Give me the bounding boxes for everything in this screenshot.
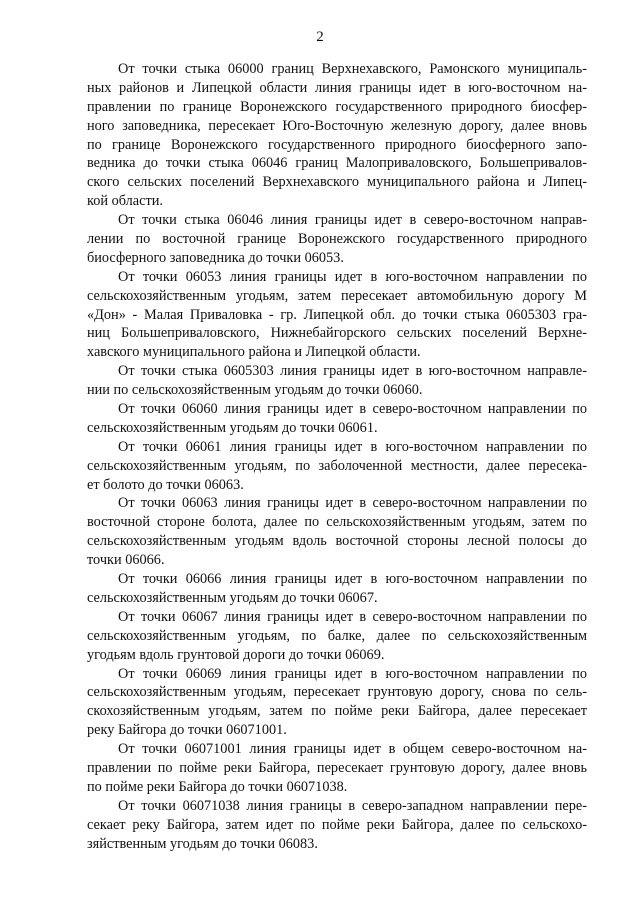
text-line: сельскохозяйственным угодьям до точки 06061.: [87, 419, 378, 436]
text-line: лении по восточной границе Воронежского государственного природного: [87, 231, 587, 248]
text-line: сельскохозяйственным угодьям до точки 06067.: [87, 589, 378, 606]
text-line: реку Байгора до точки 06071001.: [87, 722, 287, 739]
text-line: От точки 06060 линия границы идет в северо-восточном направлении по: [118, 401, 587, 418]
paragraph: [87, 400, 587, 438]
text-line: биосферного заповедника до точки 06053.: [87, 249, 344, 266]
paragraph: [87, 362, 587, 400]
text-line: «Дон» - Малая Приваловка - гр. Липецкой обл. до точки стыка 0605303 гра-: [87, 306, 587, 323]
text-line: кой области.: [87, 193, 163, 210]
text-line: по границе Воронежского государственного природного биосферного запо-: [87, 136, 587, 153]
text-line: ниц Большеприваловского, Нижнебайгорского сельских поселений Верхне-: [87, 325, 587, 342]
text-line: сельскохозяйственным угодьям, затем пересекает автомобильную дорогу М: [87, 287, 587, 304]
text-line: зяйственным угодьям до точки 06083.: [87, 835, 318, 852]
text-line: ных районов и Липецкой области линия границы идет в юго-восточном на-: [87, 79, 587, 96]
text-line: угодьям вдоль грунтовой дороги до точки 06069.: [87, 646, 385, 663]
paragraph: [87, 60, 587, 211]
text-line: сельскохозяйственным угодьям, по заболоченной местности, далее пересека-: [87, 457, 587, 474]
text-line: по пойме реки Байгора до точки 06071038.: [87, 778, 348, 795]
paragraph: [87, 665, 587, 741]
text-line: От точки 06069 линия границы идет в юго-восточном направлении по: [118, 665, 587, 682]
paragraph: [87, 494, 587, 570]
text-line: точки 06066.: [87, 552, 165, 569]
text-line: правлении по пойме реки Байгора, пересекает грунтовую дорогу, далее вновь: [87, 759, 587, 776]
text-line: ского сельских поселений Верхнехавского муниципального района и Липец-: [87, 174, 587, 191]
paragraph: [87, 438, 587, 495]
text-line: сельскохозяйственным угодьям, пересекает грунтовую дорогу, снова по сель-: [87, 684, 587, 701]
document-body: [87, 60, 587, 853]
text-line: От точки 06071038 линия границы в северо-западном направлении пере-: [118, 797, 587, 814]
paragraph: [87, 740, 587, 797]
text-line: От точки стыка 06046 линия границы идет в северо-восточном направ-: [118, 212, 587, 229]
text-line: От точки 06071001 линия границы идет в общем северо-восточном на-: [118, 741, 587, 758]
text-line: От точки 06067 линия границы идет в северо-восточном направлении по: [118, 608, 587, 625]
text-line: сельскохозяйственным угодьям вдоль восточной стороны лесной полосы до: [87, 533, 587, 550]
paragraph: [87, 211, 587, 268]
text-line: хавского муниципального района и Липецкой области.: [87, 344, 421, 361]
text-line: восточной стороне болота, далее по сельскохозяйственным угодьям, затем по: [87, 514, 587, 531]
text-line: секает реку Байгора, затем идет по пойме реки Байгора, далее по сельскохо-: [87, 816, 587, 833]
text-line: От точки 06053 линия границы идет в юго-восточном направлении по: [118, 268, 587, 285]
text-line: скохозяйственным угодьям, затем по пойме реки Байгора, далее пересекает: [87, 703, 587, 720]
text-line: ет болото до точки 06063.: [87, 476, 244, 493]
paragraph: [87, 268, 587, 362]
text-line: От точки 06063 линия границы идет в северо-восточном направлении по: [118, 495, 587, 512]
paragraph: [87, 608, 587, 665]
text-line: От точки стыка 0605303 линия границы идет в юго-восточном направле-: [118, 363, 587, 380]
page-number: 2: [316, 29, 324, 45]
paragraph: [87, 570, 587, 608]
text-line: От точки 06066 линия границы идет в юго-восточном направлении по: [118, 571, 587, 588]
text-line: нии по сельскохозяйственным угодьям до точки 06060.: [87, 382, 423, 399]
paragraph: [87, 797, 587, 854]
text-line: ведника до точки стыка 06046 границ Малоприваловского, Большепривалов-: [87, 155, 587, 172]
text-line: сельскохозяйственным угодьям, по балке, далее по сельскохозяйственным: [87, 627, 587, 644]
text-line: От точки стыка 06000 границ Верхнехавского, Рамонского муниципаль-: [118, 61, 587, 77]
text-line: От точки 06061 линия границы идет в юго-восточном направлении по: [118, 438, 587, 455]
text-line: ного заповедника, пересекает Юго-Восточную железную дорогу, далее вновь: [87, 117, 587, 134]
text-line: правлении по границе Воронежского государственного природного биосфер-: [87, 98, 587, 115]
